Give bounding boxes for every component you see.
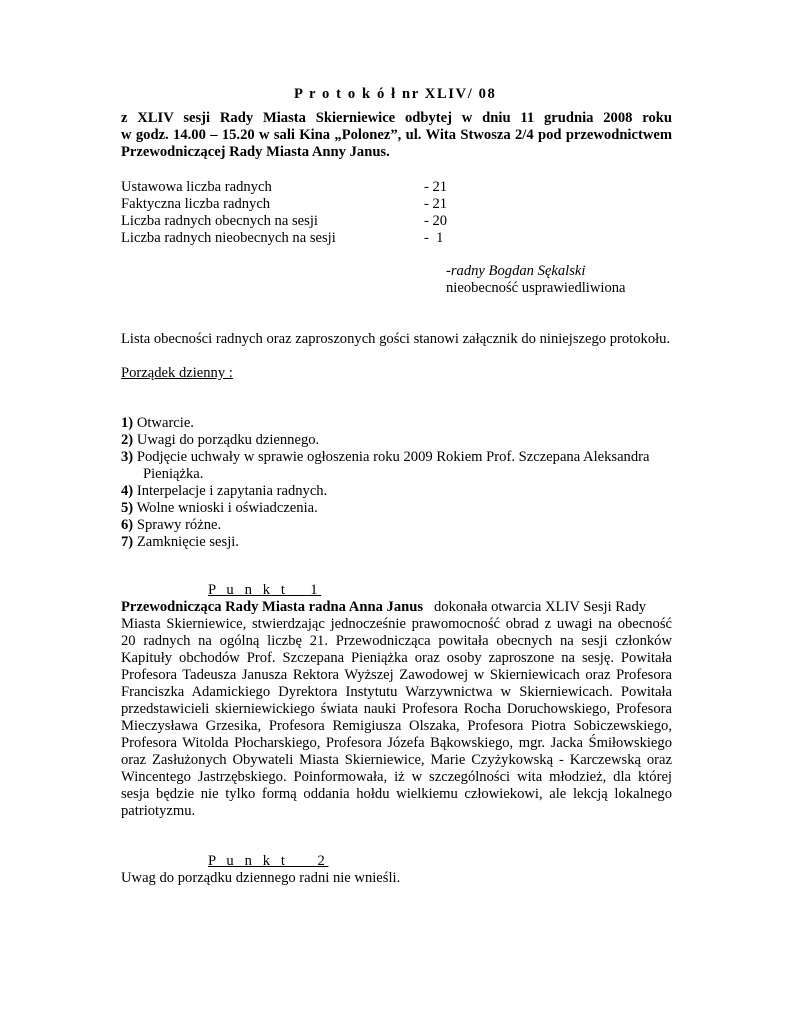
punkt-1-line: patriotyzmu. <box>121 803 196 819</box>
punkt-1-line: Franciszka Adamickiego Dyrektora Instytutu Warzywnictwa w Skierniewicach. Powitała <box>121 684 672 700</box>
agenda-item-text: Sprawy różne. <box>136 517 222 533</box>
count-label: Liczba radnych nieobecnych na sesji <box>121 230 336 246</box>
punkt-1-line: Miasta Skierniewice, stwierdzając jednocześnie prawomocność obrad z uwagi na obecność <box>121 616 672 632</box>
agenda-item <box>121 534 650 551</box>
agenda-item-text: Otwarcie. <box>136 415 194 431</box>
punkt-1-line: Profesora Witolda Płocharskiego, Profesora Józefa Bąkowskiego, mgr. Jacka Śmiłowskiego <box>121 735 672 751</box>
count-row <box>121 179 461 196</box>
absent-note: nieobecność usprawiedliwiona <box>446 280 626 296</box>
punkt-1-line: oraz Zasłużonych Obywateli Miasta Skierniewice, Marie Czyżykowską - Karczewską oraz <box>121 752 672 768</box>
councillor-counts <box>121 179 461 247</box>
agenda-item-text: Interpelacje i zapytania radnych. <box>136 483 328 499</box>
agenda-item <box>121 432 650 449</box>
punkt-1-line: Wincentego Jastrzębskiego. Poinformowała, iż w szczególności wita młodzież, dla której <box>121 769 672 785</box>
punkt-1-first-line <box>121 599 672 616</box>
absent-name: -radny Bogdan Sękalski <box>446 263 586 279</box>
agenda-item-text: Uwagi do porządku dziennego. <box>136 432 320 448</box>
agenda-heading: Porządek dzienny : <box>121 365 233 381</box>
agenda-item-number: 4) <box>121 483 134 499</box>
count-label: Liczba radnych obecnych na sesji <box>121 213 318 229</box>
punkt-1-lead: Przewodnicząca Rady Miasta radna Anna Janus <box>121 599 424 615</box>
agenda-item-text: Wolne wnioski i oświadczenia. <box>136 500 318 516</box>
intro-line: Przewodniczącej Rady Miasta Anny Janus. <box>121 144 390 160</box>
punkt-1-line: sesja będzie nie tylko formą oddania hołdu wielkiemu człowiekowi, ale lekcją lokalnego <box>121 786 672 802</box>
intro-line: w godz. 14.00 – 15.20 w sali Kina „Polonez”, ul. Wita Stwosza 2/4 pod przewodnictwem <box>121 127 672 143</box>
punkt-2-heading: P u n k t 2 <box>208 853 329 869</box>
agenda-item <box>121 449 650 466</box>
agenda-item <box>121 415 650 432</box>
count-value: - 21 <box>424 196 448 212</box>
agenda-item-number: 5) <box>121 500 134 516</box>
agenda-item-text: Podjęcie uchwały w sprawie ogłoszenia roku 2009 Rokiem Prof. Szczepana Aleksandra <box>136 449 650 465</box>
punkt-1-line: przedstawicieli skierniewickiego świata nauki Profesora Rocha Doruchowskiego, Profesora <box>121 701 672 717</box>
intro-line: z XLIV sesji Rady Miasta Skierniewice odbytej w dniu 11 grudnia 2008 roku <box>121 110 672 126</box>
count-row <box>121 230 461 247</box>
punkt-1-line: 20 radnych na ogólną liczbę 21. Przewodnicząca powitała obecnych na sesji członków <box>121 633 672 649</box>
agenda-list <box>121 415 650 551</box>
punkt-2-text: Uwag do porządku dziennego radni nie wnieśli. <box>121 870 401 886</box>
punkt-1-body <box>121 599 672 820</box>
count-value: - 20 <box>424 213 448 229</box>
agenda-item-number: 6) <box>121 517 134 533</box>
punkt-1-line: Kapituły obchodów Prof. Szczepana Pieniążka oraz osoby zaproszone na sesję. Powitała <box>121 650 672 666</box>
attendance-note: Lista obecności radnych oraz zaproszonych gości stanowi załącznik do niniejszego protokołu. <box>121 331 671 347</box>
punkt-1-line: dokonała otwarcia XLIV Sesji Rady <box>433 599 647 615</box>
punkt-1-line: Mieczysława Grzesika, Profesora Remigiusza Olszaka, Profesora Piotra Sobiczewskiego, <box>121 718 672 734</box>
agenda-item-text: Zamknięcie sesji. <box>136 534 239 550</box>
count-value: - 21 <box>424 179 448 195</box>
agenda-item <box>121 517 650 534</box>
protocol-title: P r o t o k ó ł nr XLIV/ 08 <box>294 86 497 102</box>
count-row <box>121 196 461 213</box>
count-value: - 1 <box>424 230 444 246</box>
absent-councillor <box>446 263 626 297</box>
punkt-1-heading: P u n k t 1 <box>208 582 322 598</box>
agenda-item <box>121 500 650 517</box>
punkt-1-line: Profesora Tadeusza Janusza Rektora Wyższej Zawodowej w Skierniewicach oraz Profesora <box>121 667 672 683</box>
agenda-item-continuation: Pieniążka. <box>143 466 204 482</box>
session-intro <box>121 110 672 161</box>
agenda-item-number: 3) <box>121 449 134 465</box>
agenda-item <box>121 483 650 500</box>
count-row <box>121 213 461 230</box>
agenda-item-number: 1) <box>121 415 134 431</box>
agenda-item-number: 2) <box>121 432 134 448</box>
count-label: Faktyczna liczba radnych <box>121 196 271 212</box>
count-label: Ustawowa liczba radnych <box>121 179 272 195</box>
agenda-item-number: 7) <box>121 534 134 550</box>
